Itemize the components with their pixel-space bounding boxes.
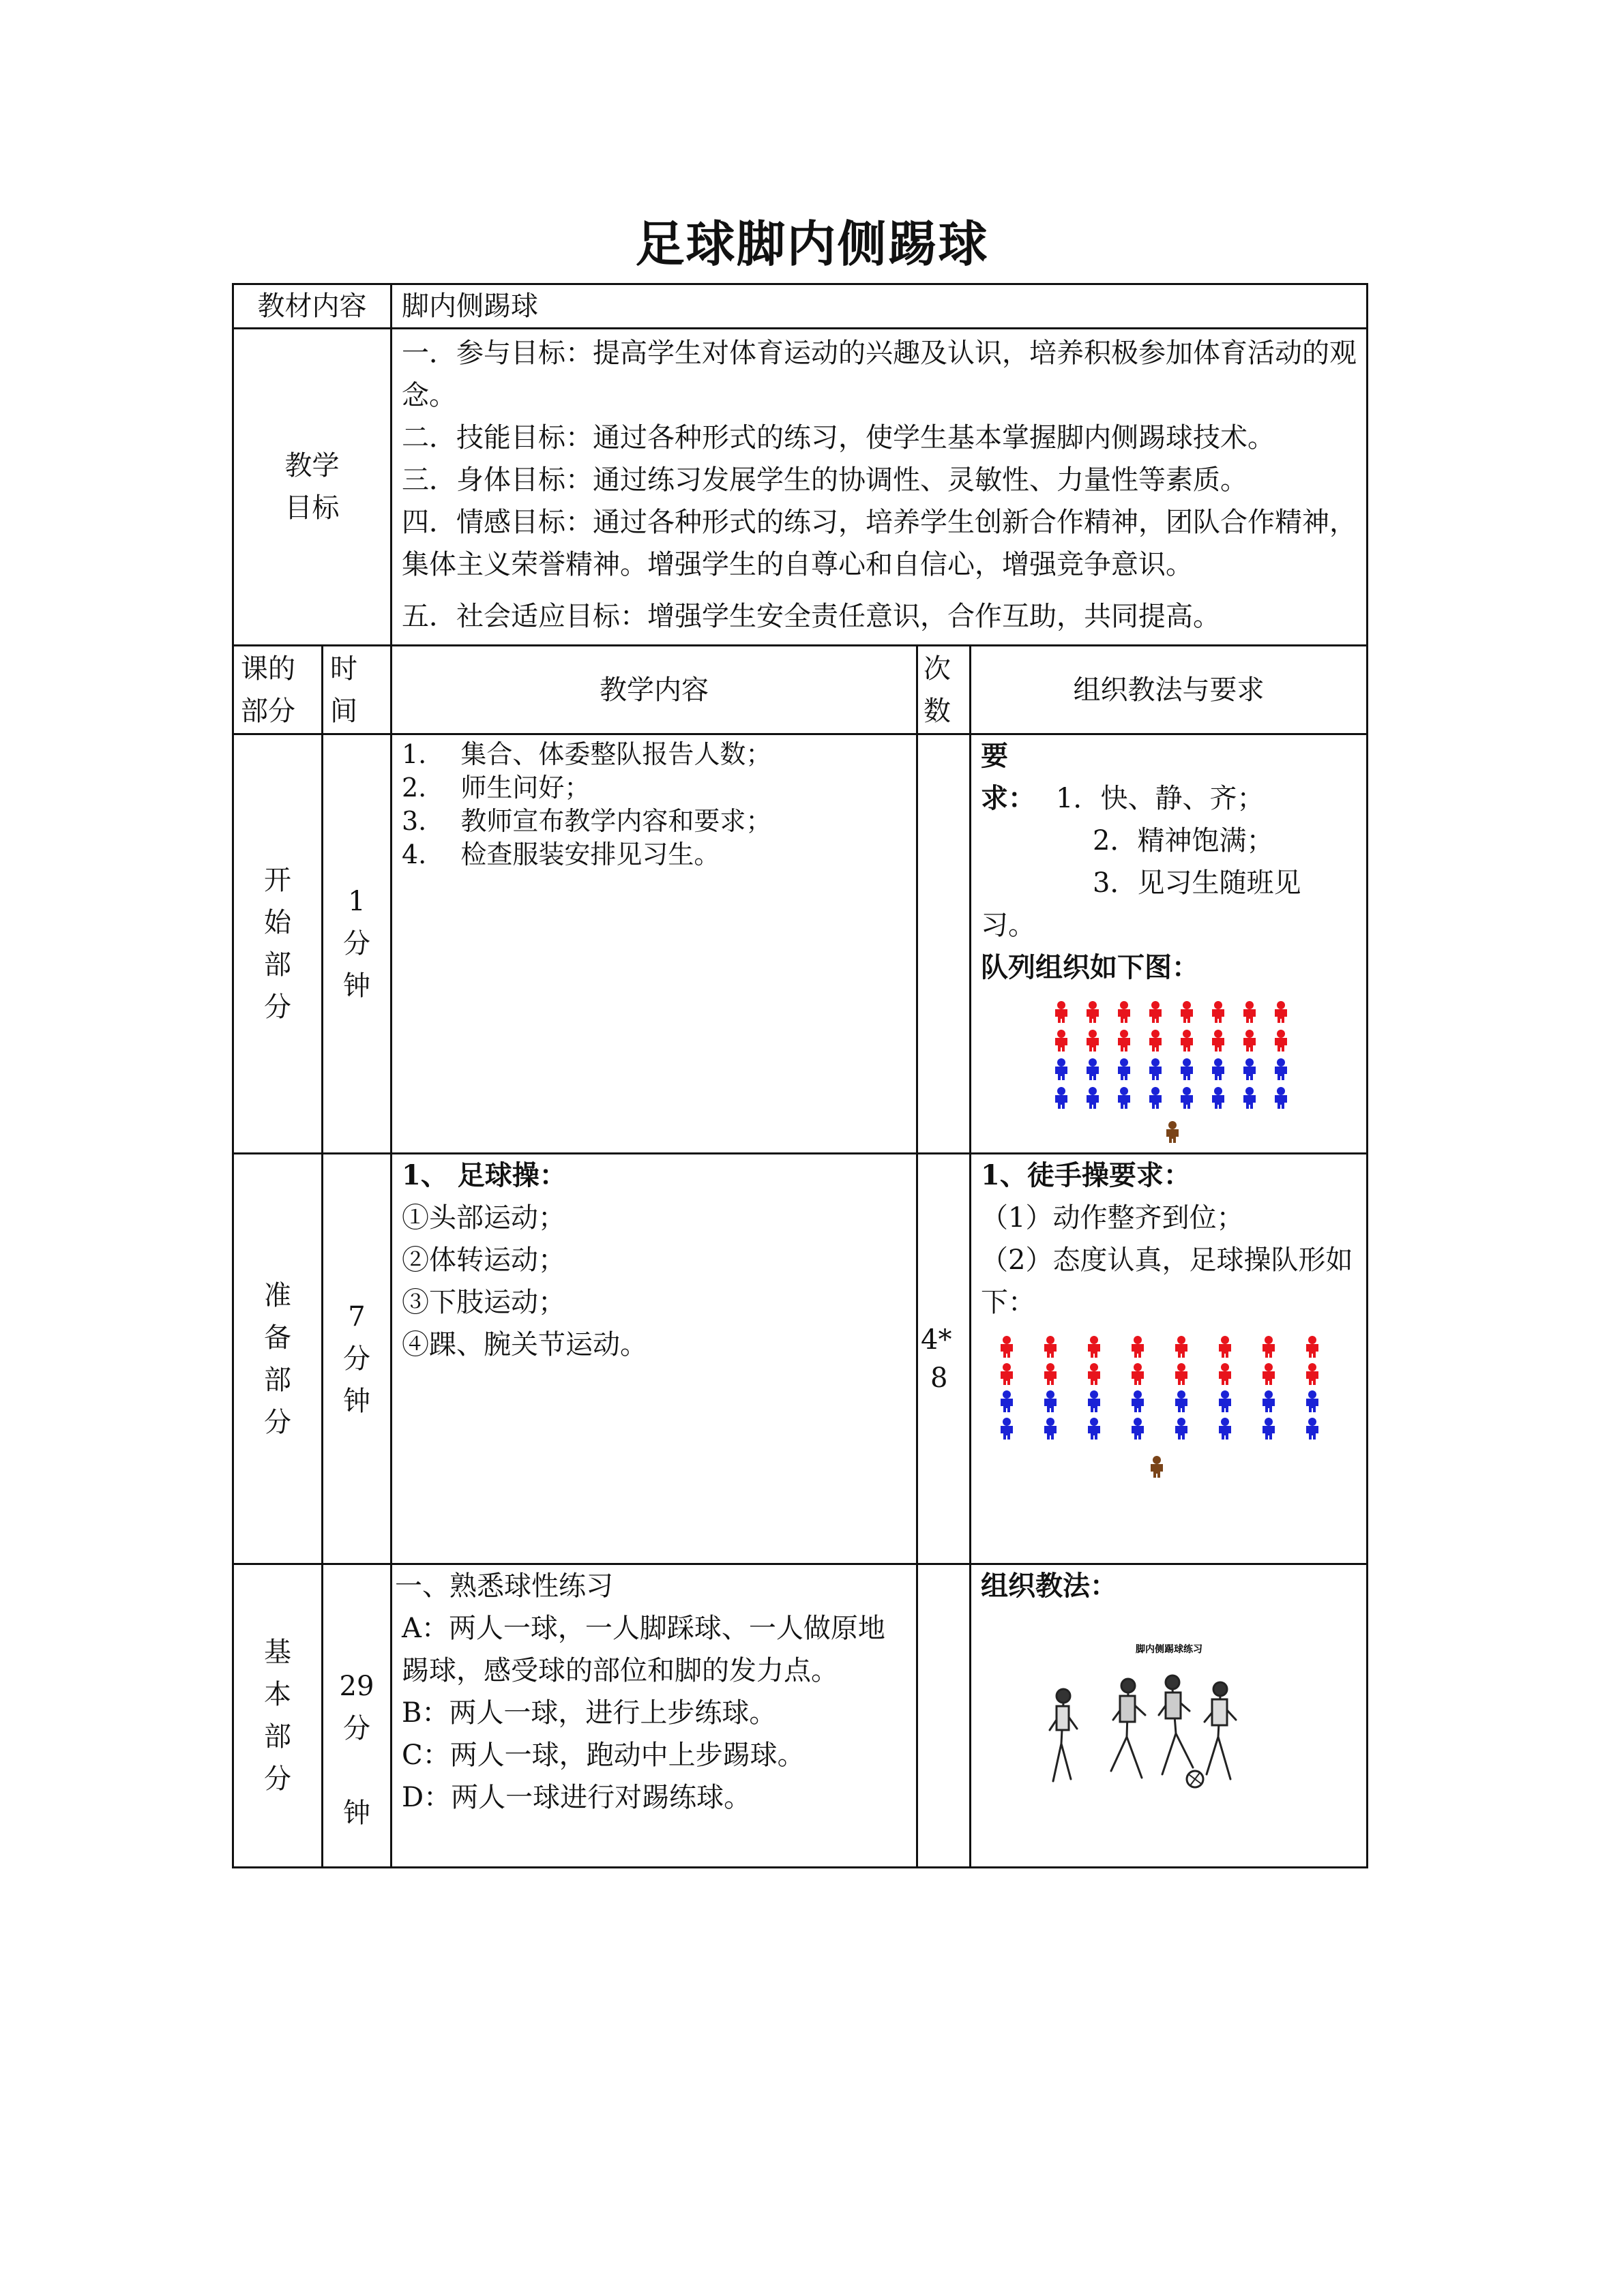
header-time: 时 间 xyxy=(323,646,392,734)
list-item: D：两人一球进行对踢练球。 xyxy=(402,1782,752,1813)
objectives-list xyxy=(392,329,1368,646)
lesson-plan-table xyxy=(232,283,1368,1868)
student-icon xyxy=(1306,1336,1318,1358)
student-icon xyxy=(1219,1363,1231,1385)
student-icon xyxy=(1001,1363,1013,1385)
student-icon xyxy=(1219,1418,1231,1440)
student-icon xyxy=(1263,1363,1275,1385)
header-method: 组织教法与要求 xyxy=(971,646,1368,734)
start-formation-diagram xyxy=(1039,996,1299,1152)
start-count xyxy=(917,734,971,1154)
student-icon xyxy=(1149,1001,1162,1023)
student-icon xyxy=(1219,1336,1231,1358)
student-icon xyxy=(1087,1058,1099,1080)
student-icon xyxy=(1044,1418,1057,1440)
student-icon xyxy=(1263,1418,1275,1440)
student-icon xyxy=(1149,1058,1162,1080)
objective-item: 四．情感目标：通过各种形式的练习，培养学生创新合作精神，团队合作精神，集体主义荣誉精神。增强学生的自尊心和自信心，增强竞争意识。 xyxy=(402,507,1357,580)
list-item: 3. 教师宣布教学内容和要求； xyxy=(402,806,772,836)
student-icon xyxy=(1001,1336,1013,1358)
student-icon xyxy=(1275,1030,1287,1052)
list-item: 1. 集合、体委整队报告人数； xyxy=(402,739,772,769)
student-icon xyxy=(1132,1418,1144,1440)
student-icon xyxy=(1088,1418,1100,1440)
objective-item: 三．身体目标：通过练习发展学生的协调性、灵敏性、力量性等素质。 xyxy=(402,464,1247,496)
row-basic xyxy=(233,1564,1368,1868)
list-item: 4. 检查服装安排见习生。 xyxy=(402,839,720,869)
student-icon xyxy=(1118,1030,1130,1052)
student-icon xyxy=(1243,1030,1256,1052)
student-icon xyxy=(1088,1336,1100,1358)
objectives-label: 教学 目标 xyxy=(233,329,392,646)
student-icon xyxy=(1001,1418,1013,1440)
student-icon xyxy=(1243,1058,1256,1080)
student-icon xyxy=(1055,1087,1067,1109)
student-icon xyxy=(1306,1418,1318,1440)
prep-method-title: 1、徒手操要求： xyxy=(981,1159,1191,1191)
student-icon xyxy=(1306,1363,1318,1385)
student-icon xyxy=(1175,1418,1187,1440)
student-icon xyxy=(1243,1087,1256,1109)
student-icon xyxy=(1212,1087,1224,1109)
student-icon xyxy=(1175,1390,1187,1412)
kicking-practice-illustration xyxy=(1026,1635,1312,1839)
row-objectives xyxy=(233,329,1368,646)
prep-formation-diagram xyxy=(981,1330,1335,1487)
req-label: 要求： xyxy=(981,740,1035,814)
student-icon xyxy=(1212,1058,1224,1080)
page-title: 足球脚内侧踢球 xyxy=(635,215,989,273)
student-icon xyxy=(1263,1390,1275,1412)
student-icon xyxy=(1055,1001,1067,1023)
objective-item: 二．技能目标：通过各种形式的练习，使学生基本掌握脚内侧踢球技术。 xyxy=(402,422,1275,453)
prep-content xyxy=(392,1154,917,1564)
student-icon xyxy=(1132,1390,1144,1412)
student-icon xyxy=(1118,1087,1130,1109)
student-icon xyxy=(1088,1390,1100,1412)
list-item: ②体转运动； xyxy=(402,1244,565,1276)
student-icon xyxy=(1118,1001,1130,1023)
basic-time: 29 分 钟 xyxy=(323,1564,392,1868)
material-label: 教材内容 xyxy=(233,284,392,329)
student-icon xyxy=(1044,1336,1057,1358)
student-icon xyxy=(1001,1390,1013,1412)
student-icon xyxy=(1055,1030,1067,1052)
header-count: 次 数 xyxy=(917,646,971,734)
student-icon xyxy=(1055,1058,1067,1080)
list-item: C：两人一球，跑动中上步踢球。 xyxy=(402,1740,805,1771)
prep-method: 1、徒手操要求： （1）动作整齐到位； （2）态度认真，足球操队形如下： xyxy=(971,1154,1368,1564)
student-icon xyxy=(1044,1390,1057,1412)
prep-content-title: 1、 足球操： xyxy=(402,1159,567,1191)
objective-item: 一．参与目标：提高学生对体育运动的兴趣及认识，培养积极参加体育活动的观念。 xyxy=(402,338,1357,411)
teacher-icon xyxy=(1166,1121,1179,1143)
student-icon xyxy=(1181,1001,1193,1023)
basic-count xyxy=(917,1564,971,1868)
basic-part-label: 基 本 部 分 xyxy=(233,1564,323,1868)
student-icon xyxy=(1212,1001,1224,1023)
list-item: ④踝、腕关节运动。 xyxy=(402,1329,647,1360)
student-icon xyxy=(1149,1087,1162,1109)
student-icon xyxy=(1132,1336,1144,1358)
start-time: 1 分 钟 xyxy=(323,734,392,1154)
student-icon xyxy=(1275,1058,1287,1080)
list-item: 2. 师生问好； xyxy=(402,773,591,803)
student-icon xyxy=(1263,1336,1275,1358)
list-item: ①头部运动； xyxy=(402,1202,565,1234)
start-content xyxy=(392,734,917,1154)
row-prep xyxy=(233,1154,1368,1564)
student-icon xyxy=(1275,1001,1287,1023)
student-icon xyxy=(1175,1336,1187,1358)
prep-part-label: 准 备 部 分 xyxy=(233,1154,323,1564)
list-item: 一、熟悉球性练习 xyxy=(395,1570,613,1602)
student-icon xyxy=(1088,1363,1100,1385)
list-item: B：两人一球，进行上步练球。 xyxy=(402,1697,777,1729)
start-part-label: 开 始 部 分 xyxy=(233,734,323,1154)
student-icon xyxy=(1149,1030,1162,1052)
student-icon xyxy=(1181,1087,1193,1109)
objective-item: 五．社会适应目标：增强学生安全责任意识，合作互助，共同提高。 xyxy=(402,601,1220,632)
basic-content xyxy=(392,1564,917,1868)
player-figures xyxy=(1050,1675,1236,1787)
list-item: A：两人一球，一人脚踩球、一人做原地踢球，感受球的部位和脚的发力点。 xyxy=(402,1613,885,1686)
student-icon xyxy=(1087,1001,1099,1023)
student-icon xyxy=(1181,1030,1193,1052)
student-icon xyxy=(1044,1363,1057,1385)
basic-method xyxy=(971,1564,1368,1868)
student-icon xyxy=(1087,1030,1099,1052)
student-icon xyxy=(1306,1390,1318,1412)
student-icon xyxy=(1118,1058,1130,1080)
formation-label: 队列组织如下图： xyxy=(981,951,1199,983)
list-item: ③下肢运动； xyxy=(402,1287,565,1318)
student-icon xyxy=(1175,1363,1187,1385)
student-icon xyxy=(1087,1087,1099,1109)
student-icon xyxy=(1275,1087,1287,1109)
row-material xyxy=(233,284,1368,329)
basic-method-title: 组织教法： xyxy=(981,1570,1117,1602)
student-icon xyxy=(1212,1030,1224,1052)
student-icon xyxy=(1181,1058,1193,1080)
start-method: 要求： 1．快、静、齐； 2．精神饱满； 3．见习生随班见 习。 队列组织如下图： xyxy=(971,734,1368,1154)
row-start xyxy=(233,734,1368,1154)
material-value: 脚内侧踢球 xyxy=(392,284,1368,329)
prep-count: 4* 8 xyxy=(917,1154,971,1564)
row-header xyxy=(233,646,1368,734)
student-icon xyxy=(1132,1363,1144,1385)
illustration-caption: 脚内侧踢球练习 xyxy=(1135,1644,1202,1655)
student-icon xyxy=(1243,1001,1256,1023)
teacher-icon xyxy=(1151,1456,1163,1478)
header-content: 教学内容 xyxy=(392,646,917,734)
header-part: 课的 部分 xyxy=(233,646,323,734)
prep-time: 7 分 钟 xyxy=(323,1154,392,1564)
student-icon xyxy=(1219,1390,1231,1412)
